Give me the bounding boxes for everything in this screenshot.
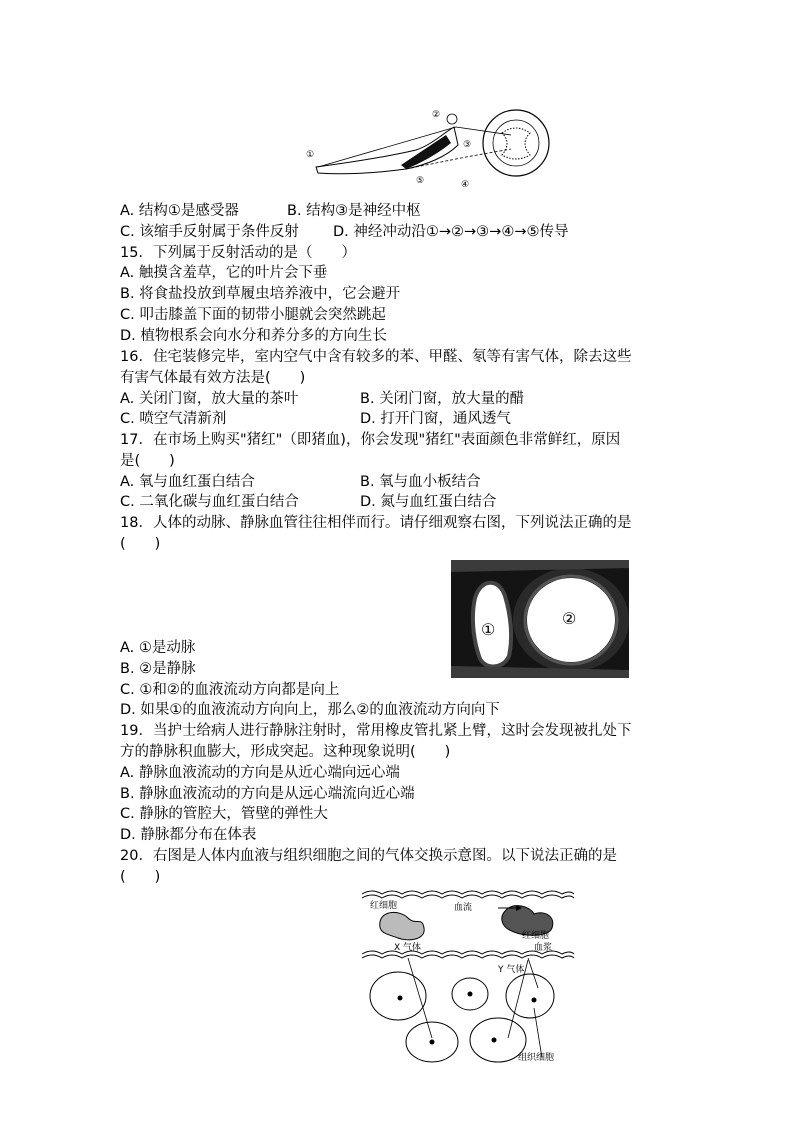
reflex-label-3: ③ [463,140,472,150]
figure-label-2: ② [562,609,577,628]
q16-option-c: C. 喷空气清新剂 [120,411,227,427]
q17-option-b: B. 氧与血小板结合 [360,474,481,490]
label-red-cell-right: 红细胞 [522,931,550,941]
label-red-cell-left: 红细胞 [370,901,398,911]
q17-stem-2: 是( ) [120,453,175,469]
label-y-gas: Y 气体 [498,965,525,975]
reflex-label-2: ② [432,110,441,120]
label-blood-flow: 血流 [454,903,473,913]
q16-option-d: D. 打开门窗，通风透气 [360,411,511,427]
figure-label-1: ① [481,620,496,639]
reflex-label-5: ⑤ [416,176,425,186]
q18-stem-2: ( ) [120,536,161,552]
q17-option-d: D. 氮与血红蛋白结合 [360,494,497,510]
q14-option-c: C. 该缩手反射属于条件反射 [120,224,299,240]
q19-option-c: C. 静脉的管腔大，管壁的弹性大 [120,806,328,822]
q19-stem-1: 19．当护士给病人进行静脉注射时，常用橡皮管扎紧上臂，这时会发现被扎处下 [120,723,632,739]
q17-option-c: C. 二氧化碳与血红蛋白结合 [120,494,299,510]
q14-option-d: D. 神经冲动沿①→②→③→④→⑤传导 [333,224,569,240]
q17-option-a: A. 氧与血红蛋白结合 [120,474,255,490]
q20-stem-1: 20．右图是人体内血液与组织细胞之间的气体交换示意图。以下说法正确的是 [120,848,617,864]
label-plasma: 血浆 [534,943,553,953]
q19-option-d: D. 静脉都分布在体表 [120,827,257,843]
q17-stem-1: 17．在市场上购买"猪红"（即猪血)，你会发现"猪红"表面颜色非常鲜红，原因 [120,432,621,448]
q15-option-d: D. 植物根系会向水分和养分多的方向生长 [120,328,387,344]
q18-stem-1: 18．人体的动脉、静脉血管往往相伴而行。请仔细观察右图，下列说法正确的是 [120,515,632,531]
q19-stem-2: 方的静脉积血膨大，形成突起。这种现象说明( ) [120,744,451,760]
q15-stem: 15．下列属于反射活动的是（ ） [120,245,356,261]
q20-stem-2: ( ) [120,869,161,885]
q15-option-a: A. 触摸含羞草，它的叶片会下垂 [120,265,328,281]
q14-option-b: B. 结构③是神经中枢 [287,203,421,219]
q15-option-b: B. 将食盐投放到草履虫培养液中，它会避开 [120,286,401,302]
q18-option-a: A. ①是动脉 [120,640,196,656]
q19-option-b: B. 静脉血液流动的方向是从远心端流向近心端 [120,786,415,802]
q18-option-d: D. 如果①的血液流动方向向上，那么②的血液流动方向向下 [120,702,500,718]
artery-vein-figure [451,560,629,678]
reflex-label-4: ④ [461,180,470,190]
q16-option-a: A. 关闭门窗，放大量的茶叶 [120,391,299,407]
label-x-gas: X 气体 [394,943,422,953]
q15-option-c: C. 叩击膝盖下面的韧带小腿就会突然跳起 [120,307,386,323]
q16-stem-2: 有害气体最有效方法是( ) [120,370,306,386]
q18-option-c: C. ①和②的血液流动方向都是向上 [120,682,340,698]
reflex-label-1: ① [306,150,315,160]
gas-exchange-figure [358,888,578,1068]
q19-option-a: A. 静脉血液流动的方向是从近心端向远心端 [120,765,400,781]
label-tissue-cell: 组织细胞 [518,1053,555,1063]
reflex-arc-figure [306,105,556,190]
q18-option-b: B. ②是静脉 [120,661,196,677]
q14-option-a: A. 结构①是感受器 [120,203,239,219]
q16-option-b: B. 关闭门窗，放大量的醋 [360,391,525,407]
q16-stem-1: 16．住宅装修完毕，室内空气中含有较多的苯、甲醛、氡等有害气体，除去这些 [120,349,632,365]
